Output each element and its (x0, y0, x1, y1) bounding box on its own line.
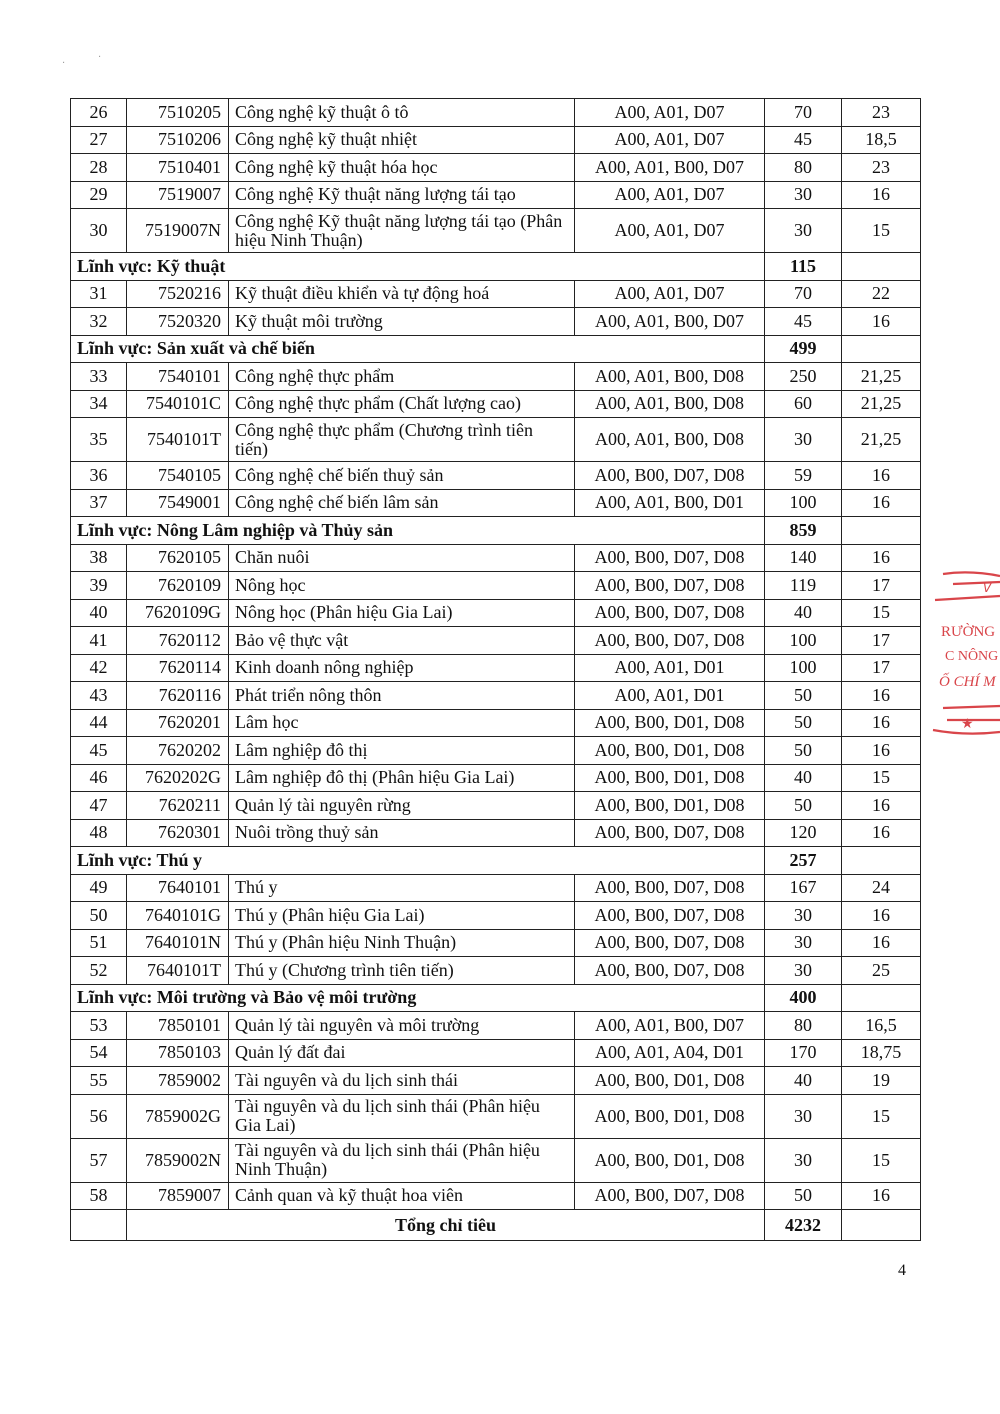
row-number: 56 (71, 1094, 127, 1138)
table-row (71, 280, 921, 308)
program-name: Thú y (Chương trình tiên tiến) (229, 957, 575, 985)
field-group-row (71, 335, 921, 363)
total-row (71, 1210, 921, 1241)
benchmark-score: 16 (842, 462, 921, 490)
program-name: Công nghệ thực phẩm (229, 363, 575, 391)
program-code: 7620201 (127, 709, 229, 737)
quota: 40 (765, 1067, 842, 1095)
subject-combination: A00, B00, D01, D08 (575, 709, 765, 737)
quota: 167 (765, 874, 842, 902)
table-row (71, 1182, 921, 1210)
row-number: 47 (71, 792, 127, 820)
program-code: 7540101T (127, 418, 229, 462)
program-name: Bảo vệ thực vật (229, 627, 575, 655)
table-row (71, 599, 921, 627)
quota: 40 (765, 764, 842, 792)
row-number: 28 (71, 154, 127, 182)
table-row (71, 957, 921, 985)
field-group-quota: 499 (765, 335, 842, 363)
benchmark-score: 16 (842, 902, 921, 930)
benchmark-score: 17 (842, 654, 921, 682)
row-number: 36 (71, 462, 127, 490)
quota: 30 (765, 902, 842, 930)
quota: 30 (765, 957, 842, 985)
program-code: 7620114 (127, 654, 229, 682)
program-name: Nông học (Phân hiệu Gia Lai) (229, 599, 575, 627)
quota: 80 (765, 1012, 842, 1040)
benchmark-score: 25 (842, 957, 921, 985)
table-row (71, 764, 921, 792)
benchmark-score: 16 (842, 792, 921, 820)
program-code: 7510401 (127, 154, 229, 182)
field-group-quota: 115 (765, 253, 842, 281)
subject-combination: A00, A01, D07 (575, 280, 765, 308)
program-code: 7549001 (127, 489, 229, 517)
table-body (71, 99, 921, 1241)
table-row (71, 874, 921, 902)
subject-combination: A00, B00, D01, D08 (575, 1138, 765, 1182)
program-name: Công nghệ thực phẩm (Chất lượng cao) (229, 390, 575, 418)
benchmark-score: 23 (842, 99, 921, 127)
row-number: 38 (71, 544, 127, 572)
benchmark-score: 19 (842, 1067, 921, 1095)
field-group-quota: 257 (765, 847, 842, 875)
program-code: 7540101 (127, 363, 229, 391)
table-row (71, 792, 921, 820)
table-row (71, 390, 921, 418)
subject-combination: A00, B00, D07, D08 (575, 874, 765, 902)
benchmark-score: 18,5 (842, 126, 921, 154)
row-number: 48 (71, 819, 127, 847)
quota: 119 (765, 572, 842, 600)
quota: 100 (765, 489, 842, 517)
benchmark-score: 16 (842, 1182, 921, 1210)
program-name: Cảnh quan và kỹ thuật hoa viên (229, 1182, 575, 1210)
table-row (71, 544, 921, 572)
row-number: 55 (71, 1067, 127, 1095)
row-number: 29 (71, 181, 127, 209)
benchmark-score: 16,5 (842, 1012, 921, 1040)
program-name: Công nghệ chế biến thuỷ sản (229, 462, 575, 490)
program-name: Thú y (Phân hiệu Ninh Thuận) (229, 929, 575, 957)
row-number: 39 (71, 572, 127, 600)
quota: 30 (765, 929, 842, 957)
program-code: 7540105 (127, 462, 229, 490)
quota: 170 (765, 1039, 842, 1067)
field-group-label: Lĩnh vực: Sản xuất và chế biến (71, 335, 765, 363)
row-number: 30 (71, 209, 127, 253)
quota: 70 (765, 99, 842, 127)
subject-combination: A00, A01, D01 (575, 682, 765, 710)
program-name: Nông học (229, 572, 575, 600)
table-row (71, 572, 921, 600)
program-name: Tài nguyên và du lịch sinh thái (Phân hiệu Gia Lai) (229, 1094, 575, 1138)
program-code: 7540101C (127, 390, 229, 418)
quota: 50 (765, 709, 842, 737)
subject-combination: A00, B00, D01, D08 (575, 737, 765, 765)
benchmark-score: 21,25 (842, 390, 921, 418)
program-name: Công nghệ chế biến lâm sản (229, 489, 575, 517)
admission-quota-table (70, 98, 921, 1241)
program-name: Công nghệ kỹ thuật nhiệt (229, 126, 575, 154)
table-row (71, 462, 921, 490)
program-name: Nuôi trồng thuỷ sản (229, 819, 575, 847)
subject-combination: A00, B00, D07, D08 (575, 599, 765, 627)
table-row (71, 418, 921, 462)
total-quota: 4232 (765, 1210, 842, 1241)
star-icon: ★ (961, 716, 974, 732)
table-row (71, 99, 921, 127)
table-row (71, 126, 921, 154)
program-code: 7859002N (127, 1138, 229, 1182)
program-name: Quản lý tài nguyên và môi trường (229, 1012, 575, 1040)
quota: 30 (765, 209, 842, 253)
row-number: 37 (71, 489, 127, 517)
table-row (71, 682, 921, 710)
stamp-line-1: RƯỜNG (941, 624, 996, 640)
scan-mark: · (62, 58, 66, 69)
program-code: 7640101T (127, 957, 229, 985)
subject-combination: A00, A01, B00, D08 (575, 418, 765, 462)
program-code: 7519007N (127, 209, 229, 253)
benchmark-score: 16 (842, 181, 921, 209)
benchmark-score: 16 (842, 819, 921, 847)
subject-combination: A00, B00, D07, D08 (575, 929, 765, 957)
program-name: Lâm học (229, 709, 575, 737)
subject-combination: A00, B00, D01, D08 (575, 1067, 765, 1095)
quota: 30 (765, 1138, 842, 1182)
row-number: 31 (71, 280, 127, 308)
field-group-row (71, 847, 921, 875)
benchmark-score: 15 (842, 764, 921, 792)
quota: 50 (765, 682, 842, 710)
table-row (71, 209, 921, 253)
benchmark-score: 23 (842, 154, 921, 182)
program-name: Tài nguyên và du lịch sinh thái (Phân hiệu Ninh Thuận) (229, 1138, 575, 1182)
empty-score-cell (842, 984, 921, 1012)
row-number: 50 (71, 902, 127, 930)
program-code: 7620211 (127, 792, 229, 820)
subject-combination: A00, B00, D07, D08 (575, 902, 765, 930)
row-number: 52 (71, 957, 127, 985)
subject-combination: A00, B00, D01, D08 (575, 764, 765, 792)
table-row (71, 627, 921, 655)
subject-combination: A00, B00, D07, D08 (575, 1182, 765, 1210)
field-group-label: Lĩnh vực: Nông Lâm nghiệp và Thủy sản (71, 517, 765, 545)
program-code: 7620105 (127, 544, 229, 572)
program-name: Chăn nuôi (229, 544, 575, 572)
quota: 59 (765, 462, 842, 490)
svg-text:V: V (983, 581, 992, 595)
quota: 30 (765, 1094, 842, 1138)
row-number: 33 (71, 363, 127, 391)
total-label: Tổng chỉ tiêu (127, 1210, 765, 1241)
row-number: 35 (71, 418, 127, 462)
subject-combination: A00, B00, D01, D08 (575, 792, 765, 820)
quota: 100 (765, 627, 842, 655)
program-name: Tài nguyên và du lịch sinh thái (229, 1067, 575, 1095)
row-number: 49 (71, 874, 127, 902)
empty-score-cell (842, 517, 921, 545)
program-code: 7850103 (127, 1039, 229, 1067)
program-name: Công nghệ Kỹ thuật năng lượng tái tạo (Phân hiệu Ninh Thuận) (229, 209, 575, 253)
row-number: 40 (71, 599, 127, 627)
program-code: 7850101 (127, 1012, 229, 1040)
subject-combination: A00, A01, B00, D07 (575, 1012, 765, 1040)
subject-combination: A00, A01, D07 (575, 99, 765, 127)
field-group-quota: 859 (765, 517, 842, 545)
field-group-quota: 400 (765, 984, 842, 1012)
program-code: 7620202G (127, 764, 229, 792)
quota: 70 (765, 280, 842, 308)
benchmark-score: 16 (842, 308, 921, 336)
empty-stt-cell (71, 1210, 127, 1241)
quota: 250 (765, 363, 842, 391)
quota: 50 (765, 1182, 842, 1210)
subject-combination: A00, B00, D07, D08 (575, 572, 765, 600)
subject-combination: A00, A01, D07 (575, 209, 765, 253)
quota: 80 (765, 154, 842, 182)
quota: 120 (765, 819, 842, 847)
benchmark-score: 17 (842, 627, 921, 655)
quota: 60 (765, 390, 842, 418)
quota: 100 (765, 654, 842, 682)
empty-score-cell (842, 1210, 921, 1241)
admission-table (70, 98, 920, 1241)
program-name: Công nghệ kỹ thuật ô tô (229, 99, 575, 127)
row-number: 53 (71, 1012, 127, 1040)
table-row (71, 1039, 921, 1067)
subject-combination: A00, A01, B00, D08 (575, 363, 765, 391)
table-row (71, 1138, 921, 1182)
program-code: 7520216 (127, 280, 229, 308)
program-name: Lâm nghiệp đô thị (Phân hiệu Gia Lai) (229, 764, 575, 792)
subject-combination: A00, A01, B00, D08 (575, 390, 765, 418)
table-row (71, 489, 921, 517)
benchmark-score: 16 (842, 544, 921, 572)
subject-combination: A00, B00, D01, D08 (575, 1094, 765, 1138)
program-code: 7859002G (127, 1094, 229, 1138)
subject-combination: A00, B00, D07, D08 (575, 819, 765, 847)
benchmark-score: 15 (842, 209, 921, 253)
subject-combination: A00, A01, D01 (575, 654, 765, 682)
program-name: Kinh doanh nông nghiệp (229, 654, 575, 682)
scan-mark: · (98, 52, 102, 63)
table-row (71, 154, 921, 182)
row-number: 27 (71, 126, 127, 154)
row-number: 58 (71, 1182, 127, 1210)
row-number: 42 (71, 654, 127, 682)
benchmark-score: 15 (842, 599, 921, 627)
quota: 45 (765, 126, 842, 154)
program-code: 7520320 (127, 308, 229, 336)
row-number: 54 (71, 1039, 127, 1067)
row-number: 34 (71, 390, 127, 418)
program-code: 7640101N (127, 929, 229, 957)
stamp-line-3: Ố CHÍ M (939, 674, 996, 690)
table-row (71, 308, 921, 336)
row-number: 32 (71, 308, 127, 336)
program-name: Kỹ thuật điều khiển và tự động hoá (229, 280, 575, 308)
program-code: 7640101G (127, 902, 229, 930)
empty-score-cell (842, 253, 921, 281)
quota: 45 (765, 308, 842, 336)
benchmark-score: 15 (842, 1138, 921, 1182)
table-row (71, 929, 921, 957)
page-number: 4 (898, 1262, 906, 1279)
table-row (71, 181, 921, 209)
table-row (71, 737, 921, 765)
program-name: Thú y (229, 874, 575, 902)
program-code: 7620202 (127, 737, 229, 765)
row-number: 26 (71, 99, 127, 127)
benchmark-score: 17 (842, 572, 921, 600)
benchmark-score: 16 (842, 929, 921, 957)
quota: 30 (765, 418, 842, 462)
program-code: 7859007 (127, 1182, 229, 1210)
field-group-row (71, 517, 921, 545)
program-name: Quản lý tài nguyên rừng (229, 792, 575, 820)
subject-combination: A00, A01, D07 (575, 181, 765, 209)
benchmark-score: 21,25 (842, 418, 921, 462)
program-code: 7620301 (127, 819, 229, 847)
field-group-label: Lĩnh vực: Thú y (71, 847, 765, 875)
benchmark-score: 16 (842, 737, 921, 765)
program-name: Thú y (Phân hiệu Gia Lai) (229, 902, 575, 930)
program-name: Công nghệ kỹ thuật hóa học (229, 154, 575, 182)
benchmark-score: 16 (842, 489, 921, 517)
benchmark-score: 22 (842, 280, 921, 308)
table-row (71, 902, 921, 930)
quota: 50 (765, 737, 842, 765)
subject-combination: A00, A01, D07 (575, 126, 765, 154)
program-code: 7620109G (127, 599, 229, 627)
subject-combination: A00, B00, D07, D08 (575, 462, 765, 490)
subject-combination: A00, A01, B00, D07 (575, 308, 765, 336)
benchmark-score: 18,75 (842, 1039, 921, 1067)
quota: 30 (765, 181, 842, 209)
row-number: 45 (71, 737, 127, 765)
program-code: 7510205 (127, 99, 229, 127)
program-code: 7519007 (127, 181, 229, 209)
program-code: 7510206 (127, 126, 229, 154)
benchmark-score: 16 (842, 682, 921, 710)
program-name: Công nghệ Kỹ thuật năng lượng tái tạo (229, 181, 575, 209)
program-name: Kỹ thuật môi trường (229, 308, 575, 336)
benchmark-score: 15 (842, 1094, 921, 1138)
table-row (71, 1067, 921, 1095)
table-row (71, 654, 921, 682)
program-code: 7620116 (127, 682, 229, 710)
red-seal-stamp (925, 560, 1000, 750)
subject-combination: A00, A01, A04, D01 (575, 1039, 765, 1067)
row-number: 51 (71, 929, 127, 957)
program-name: Quản lý đất đai (229, 1039, 575, 1067)
program-name: Công nghệ thực phẩm (Chương trình tiên tiến) (229, 418, 575, 462)
stamp-line-2: C NÔNG (945, 649, 999, 664)
benchmark-score: 21,25 (842, 363, 921, 391)
row-number: 57 (71, 1138, 127, 1182)
subject-combination: A00, A01, B00, D07 (575, 154, 765, 182)
program-code: 7620112 (127, 627, 229, 655)
field-group-label: Lĩnh vực: Kỹ thuật (71, 253, 765, 281)
subject-combination: A00, B00, D07, D08 (575, 627, 765, 655)
empty-score-cell (842, 847, 921, 875)
empty-score-cell (842, 335, 921, 363)
table-row (71, 819, 921, 847)
table-row (71, 363, 921, 391)
row-number: 41 (71, 627, 127, 655)
program-code: 7640101 (127, 874, 229, 902)
program-name: Lâm nghiệp đô thị (229, 737, 575, 765)
quota: 140 (765, 544, 842, 572)
quota: 50 (765, 792, 842, 820)
benchmark-score: 16 (842, 709, 921, 737)
row-number: 46 (71, 764, 127, 792)
row-number: 43 (71, 682, 127, 710)
table-row (71, 1094, 921, 1138)
program-code: 7859002 (127, 1067, 229, 1095)
field-group-label: Lĩnh vực: Môi trường và Bảo vệ môi trường (71, 984, 765, 1012)
quota: 40 (765, 599, 842, 627)
benchmark-score: 24 (842, 874, 921, 902)
program-code: 7620109 (127, 572, 229, 600)
subject-combination: A00, B00, D07, D08 (575, 544, 765, 572)
program-name: Phát triển nông thôn (229, 682, 575, 710)
subject-combination: A00, B00, D07, D08 (575, 957, 765, 985)
table-row (71, 1012, 921, 1040)
field-group-row (71, 984, 921, 1012)
row-number: 44 (71, 709, 127, 737)
table-row (71, 709, 921, 737)
subject-combination: A00, A01, B00, D01 (575, 489, 765, 517)
field-group-row (71, 253, 921, 281)
